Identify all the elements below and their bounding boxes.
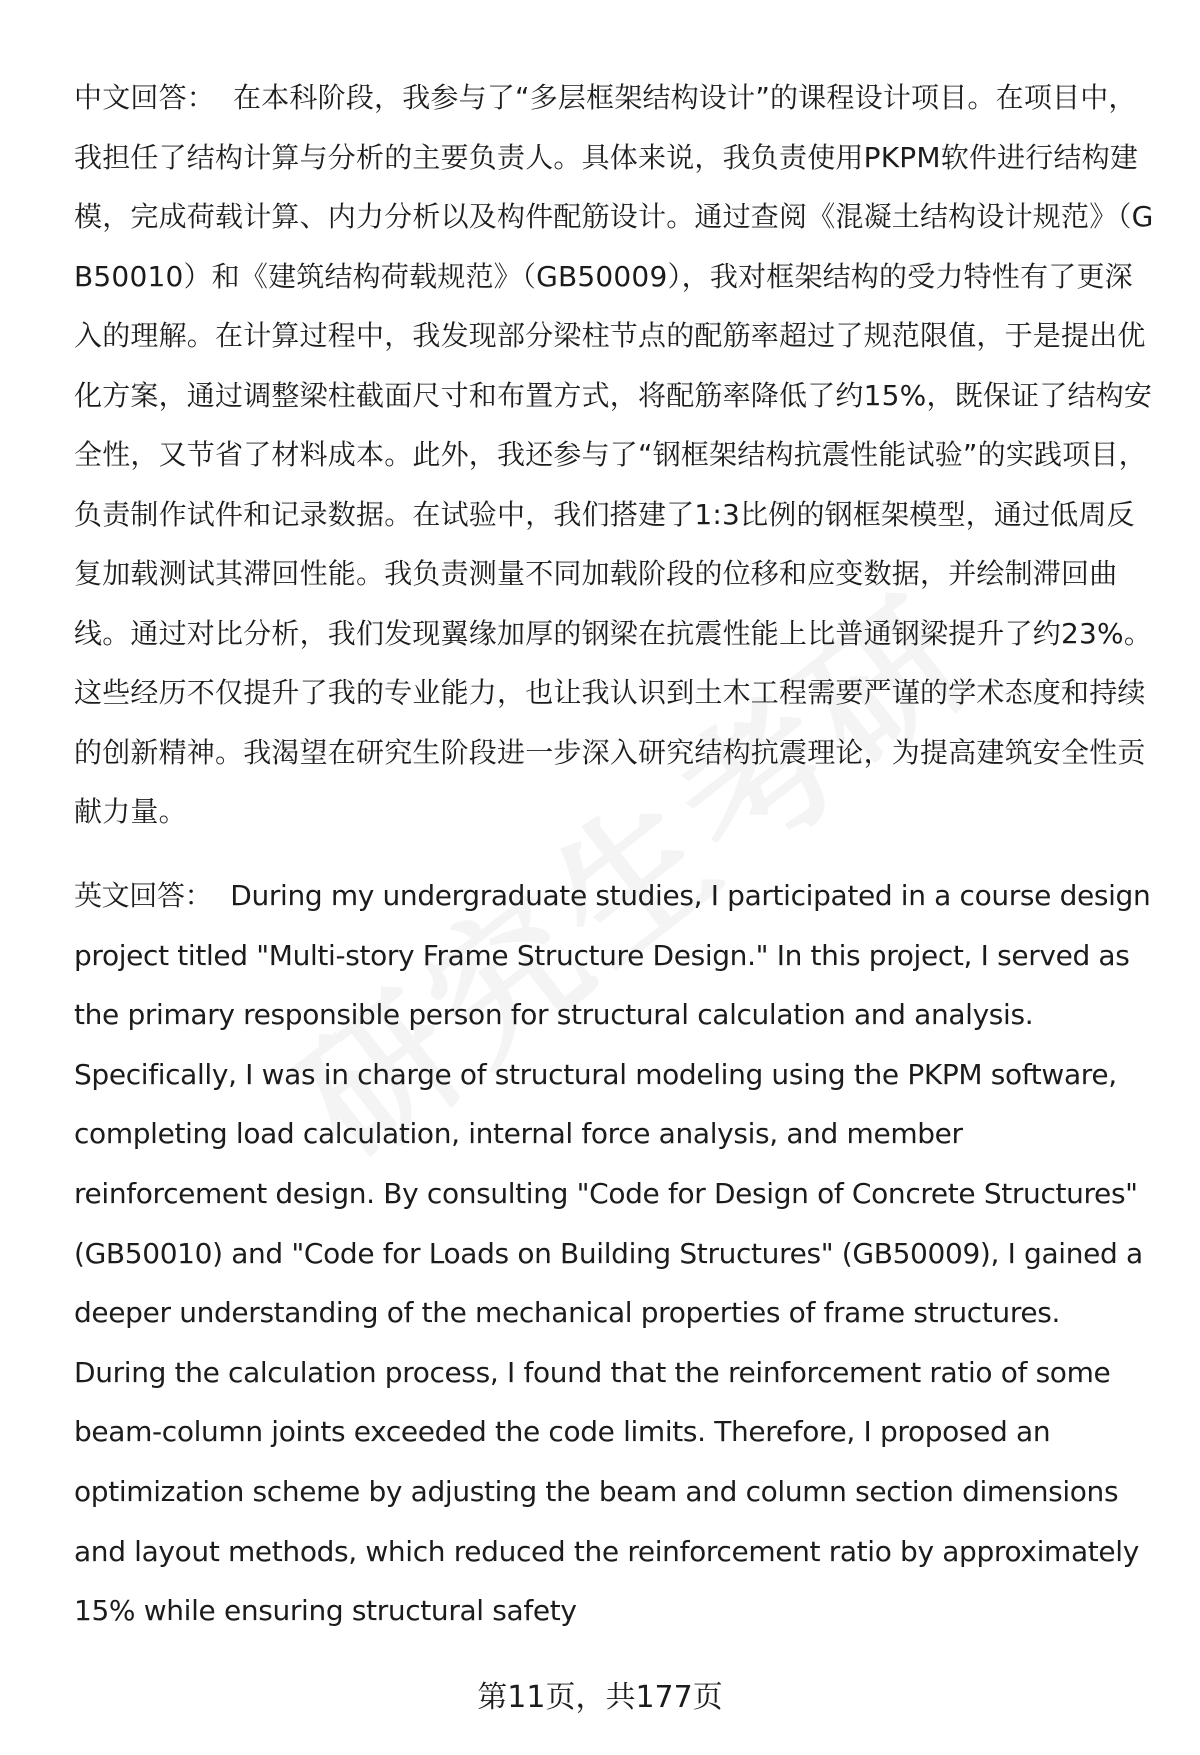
chinese-answer-text: 在本科阶段，我参与了“多层框架结构设计”的课程设计项目。在项目中，我担任了结构计算与分析的主要负责人。具体来说，我负责使用PKPM软件进行结构建模，完成荷载计算、内力分析以及构件配筋设计。通过查阅《混凝土结构设计规范》（GB50010）和《建筑结构荷载规范》（GB50009），我对框架结构的受力特性有了更深入的理解。在计算过程中，我发现部分梁柱节点的配筋率超过了规范限值，于是提出优化方案，通过调整梁柱截面尺寸和布置方式，将配筋率降低了约15%，既保证了结构安全性，又节省了材料成本。此外，我还参与了“钢框架结构抗震性能试验”的实践项目，负责制作试件和记录数据。在试验中，我们搭建了1:3比例的钢框架模型，通过低周反复加载测试其滞回性能。我负责测量不同加载阶段的位移和应变数据，并绘制滞回曲线。通过对比分析，我们发现翼缘加厚的钢梁在抗震性能上比普通钢梁提升了约23%。这些经历不仅提升了我的专业能力，也让我认识到土木工程需要严谨的学术态度和持续的创新精神。我渴望在研究生阶段进一步深入研究结构抗震理论，为提高建筑安全性贡献力量。 (74, 81, 1154, 828)
english-answer-text: During my undergraduate studies, I participated in a course design project titled "Multi-story Frame Structure Design." In this project, I served as the primary responsible person for structural calculation and analysis. Specifically, I was in charge of structural modeling using the PKPM software, completing load calculation, internal force analysis, and member reinforcement design. By consulting "Code for Design of Concrete Structures" (GB50010) and "Code for Loads on Building Structures" (GB50009), I gained a deeper understanding of the mechanical properties of frame structures. During the calculation process, I found that the reinforcement ratio of some beam-column joints exceeded the code limits. Therefore, I proposed an optimization scheme by adjusting the beam and column section dimensions and layout methods, which reduced the reinforcement ratio by approximately 15% while ensuring structural safety (74, 879, 1151, 1628)
english-answer-paragraph (74, 866, 1154, 1641)
chinese-answer-label: 中文回答： (74, 81, 216, 114)
english-answer-label: 英文回答： (74, 879, 213, 912)
page-number-footer: 第11页，共177页 (477, 1680, 723, 1715)
chinese-answer-paragraph (74, 68, 1154, 842)
